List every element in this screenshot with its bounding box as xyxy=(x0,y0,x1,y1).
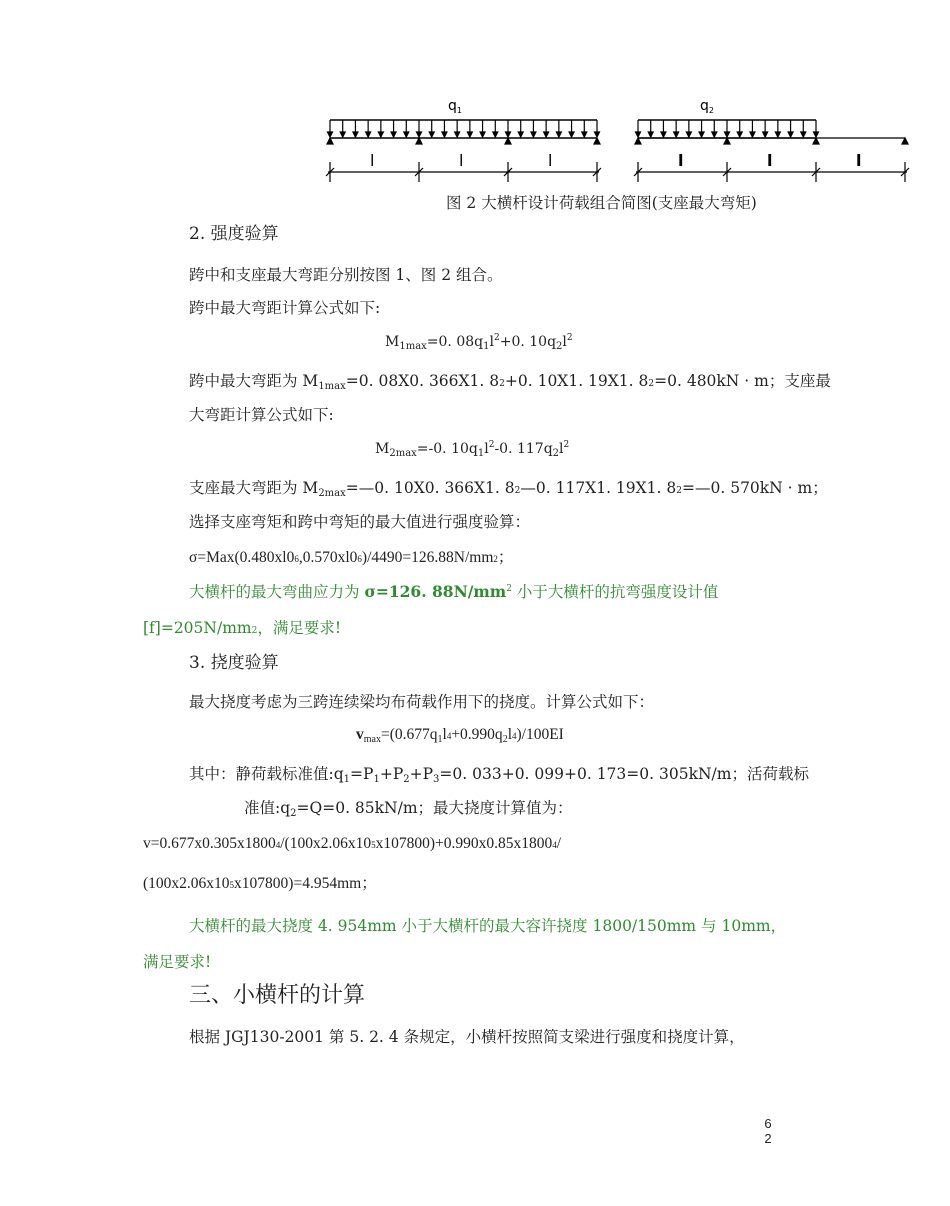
load-arrowhead xyxy=(674,132,679,137)
load-arrowhead xyxy=(328,132,333,137)
paragraph: 跨中最大弯距计算公式如下: xyxy=(189,299,381,317)
page-number: 6 2 xyxy=(764,1116,772,1146)
paragraph: 准值$:q_2=Q=0$. 85kN/m；最大挠度计算值为： xyxy=(244,799,573,819)
load-arrowhead xyxy=(569,132,574,137)
load-arrowhead xyxy=(480,132,485,137)
load-combination-diagram xyxy=(320,90,920,190)
load-arrowhead xyxy=(699,132,704,137)
load-arrowhead xyxy=(429,132,434,137)
load-arrowhead xyxy=(518,132,523,137)
conclusion-deflection-line1: 大横杆的最大挠度 4. 954mm 小于大横杆的最大容许挠度 1800/150mm 与 10mm， xyxy=(189,917,787,935)
load-arrowhead xyxy=(636,132,641,137)
load-arrowhead xyxy=(686,132,691,137)
span-label-1: l xyxy=(370,151,375,170)
span-label-6: l xyxy=(856,151,862,170)
paragraph-stress-calc: σ=Max(0.480xl06,0.570xl06)/4490=126.88N/mm2； xyxy=(189,549,514,566)
figure-caption: 图 2 大横杆设计荷载组合简图(支座最大弯矩) xyxy=(446,194,757,212)
span-label-2: l xyxy=(459,151,464,170)
paragraph: 支座最大弯距为 $M_{2max}=—0$. 10X0. 366X1. 82—0. 117X1. 19X1. 82=—0. 570kN · m； xyxy=(189,479,828,499)
left-load-label: $q_1$ xyxy=(448,98,462,115)
load-arrowhead xyxy=(353,132,358,137)
load-arrowhead xyxy=(595,132,600,137)
deflection-calc-line1: v=0.677x0.305x18004/(100x2.06x105x107800)+0.990x0.85x18004/ xyxy=(143,835,562,852)
load-arrowhead xyxy=(582,132,587,137)
load-arrowhead xyxy=(801,132,806,137)
load-arrowhead xyxy=(788,132,793,137)
paragraph: 跨中和支座最大弯距分别按图 1、图 2 组合。 xyxy=(189,266,503,284)
load-arrowhead xyxy=(506,132,511,137)
formula-vmax: $v_{max}=(0.677q_1l4+0.990q_2l4)/100EI$ xyxy=(356,726,564,745)
load-arrowhead xyxy=(814,132,819,137)
span-label-4: l xyxy=(678,151,684,170)
conclusion-strength-line1: 大横杆的最大弯曲应力为 σ=126. $88N/mm^2$ 小于大横杆的抗弯强度设计值 xyxy=(189,582,719,601)
paragraph: 跨中最大弯距为 $M_{1max}=0$. 08X0. 366X1. 82+0. 10X1. 19X1. 82=0. 480kN · m；支座最 xyxy=(189,372,831,392)
conclusion-strength-line2: [f]=205N/mm2，满足要求! xyxy=(143,619,342,637)
section-heading-deflection: 3. 挠度验算 xyxy=(189,653,279,673)
load-arrowhead xyxy=(340,132,345,137)
load-arrowhead xyxy=(763,132,768,137)
left-beam-diagram xyxy=(326,120,601,182)
load-arrowhead xyxy=(648,132,653,137)
load-arrowhead xyxy=(391,132,396,137)
section-heading-strength: 2. 强度验算 xyxy=(189,224,279,244)
load-arrowhead xyxy=(531,132,536,137)
load-arrowhead xyxy=(378,132,383,137)
right-load-label: $q_2$ xyxy=(700,98,714,115)
formula-m1max: $M_{1max}=0$. $08q_1l^2+0$. $10q_2l^2$ xyxy=(385,333,573,352)
load-arrowhead xyxy=(493,132,498,137)
load-arrowhead xyxy=(455,132,460,137)
span-label-3: l xyxy=(548,151,553,170)
conclusion-deflection-line2: 满足要求! xyxy=(143,953,212,971)
load-arrowhead xyxy=(775,132,780,137)
load-arrowhead xyxy=(544,132,549,137)
deflection-calc-line2: (100x2.06x105x107800)=4.954mm； xyxy=(143,875,377,892)
load-arrowhead xyxy=(712,132,717,137)
chapter-heading-small-crossbar: 三、小横杆的计算 xyxy=(189,983,366,1008)
load-arrowhead xyxy=(404,132,409,137)
load-arrowhead xyxy=(725,132,730,137)
paragraph: 选择支座弯矩和跨中弯矩的最大值进行强度验算： xyxy=(189,513,531,531)
paragraph: 其中：静荷载标准值$:q_1=P_1+P_2+P_3=0$. 033+0. 099+0. 173=0. 305kN/m；活荷载标 xyxy=(189,765,809,785)
load-arrowhead xyxy=(366,132,371,137)
load-arrowhead xyxy=(556,132,561,137)
span-label-5: l xyxy=(767,151,773,170)
load-arrowhead xyxy=(750,132,755,137)
load-arrowhead xyxy=(417,132,422,137)
load-arrowhead xyxy=(467,132,472,137)
load-arrowhead xyxy=(661,132,666,137)
paragraph: 根据 JGJ130-2001 第 5. 2. 4 条规定，小横杆按照简支梁进行强度和挠度计算， xyxy=(189,1028,745,1046)
formula-m2max: $M_{2max}=-0$. $10q_1l^2-0$. $117q_2l^2$ xyxy=(375,440,570,459)
paragraph: 大弯距计算公式如下: xyxy=(189,406,334,424)
paragraph: 最大挠度考虑为三跨连续梁均布荷载作用下的挠度。计算公式如下： xyxy=(189,693,655,711)
load-arrowhead xyxy=(737,132,742,137)
load-arrowhead xyxy=(442,132,447,137)
